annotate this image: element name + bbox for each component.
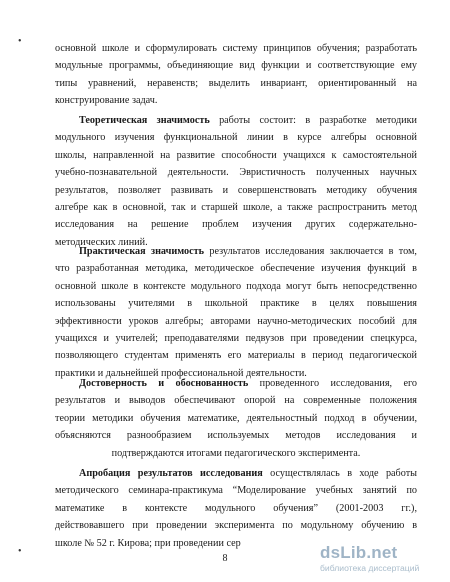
text-line	[55, 517, 417, 534]
text-line	[55, 482, 417, 499]
text-line	[55, 75, 417, 92]
line-text: методического семинара-практикума “Моделирование учебных занятий по	[55, 485, 417, 497]
line-text: позволяющего студентам применять его материалы в период педагогической	[55, 350, 417, 362]
line-text: математике в контексте модульного обучения” (2001-2003 гг.),	[55, 502, 417, 514]
text-line	[55, 92, 417, 109]
paragraph	[55, 375, 417, 462]
dslib-watermark[interactable]	[320, 544, 444, 578]
text-line	[55, 182, 417, 199]
bold-term: Теоретическая значимость	[79, 115, 210, 126]
text-line	[55, 199, 417, 216]
text-line	[55, 40, 417, 57]
bold-term: Апробация результатов исследования	[79, 468, 263, 479]
line-text: алгебре как в основной, так и старшей школе, а также распространить метод	[55, 202, 417, 214]
text-line	[55, 445, 417, 462]
paragraph	[55, 243, 417, 382]
line-text: модульного изучения функциональной линии в курсе алгебры основной	[55, 132, 417, 144]
line-text: проведенного исследования, его	[248, 378, 417, 389]
page-number: 8	[222, 553, 228, 564]
line-text: объясняются разнообразием используемых методов исследования и	[55, 430, 417, 442]
line-text: типы уравнений, неравенств; выделить инвариант, ориентированный на	[55, 77, 417, 89]
line-text: результатов, позволяет развивать и совершенствовать методику обучения	[55, 184, 417, 196]
line-text: использованы учителями в школьной практике в целях повышения	[55, 298, 417, 310]
line-text: эффективности уроков алгебры; авторами научно-методических пособий для	[55, 315, 417, 327]
margin-mark: •	[18, 36, 22, 47]
text-line	[55, 375, 417, 392]
line-text: осуществлялась в ходе работы	[262, 468, 417, 479]
line-text: модульные программы, объединяющие вид функции и соответствующие ему	[55, 60, 417, 72]
watermark-logo: dsLib.net	[320, 543, 398, 562]
line-text: основной школе и сформулировать систему принципов обучения; разработать	[55, 43, 417, 54]
line-text: действовавшего при проведении эксперимента по модульному обучению в	[55, 520, 417, 532]
line-text: практики и дальнейшей профессиональной деятельности.	[55, 367, 307, 379]
text-line	[55, 278, 417, 295]
text-line	[55, 147, 417, 164]
margin-mark: •	[18, 546, 22, 557]
text-line	[55, 392, 417, 409]
line-text: школе № 52 г. Кирова; при проведении сер	[55, 537, 241, 549]
line-text: основной школе в контексте модульного подхода могут быть непосредственно	[55, 280, 417, 292]
line-text: работы состоит: в разработке методики	[209, 115, 417, 126]
text-line	[55, 112, 417, 129]
watermark-subtitle: библиотека диссертаций	[320, 563, 420, 573]
text-line	[55, 295, 417, 312]
line-text: школы, направленной на развитие способности учащихся к самостоятельной	[55, 149, 417, 161]
text-line	[55, 465, 417, 482]
text-line	[55, 129, 417, 146]
line-text: что разработанная методика, методическое обеспечение изучения функций в	[55, 263, 417, 275]
paragraph	[55, 40, 417, 110]
bold-term: Достоверность и обоснованность	[79, 378, 249, 389]
paragraph	[55, 465, 417, 552]
line-text: результатов и выводов обеспечивают опорой на современные положения	[55, 395, 417, 407]
bold-term: Практическая значимость	[79, 246, 205, 257]
line-text: исследования на решение проблем изучения других содержательно-	[55, 219, 417, 231]
text-line	[55, 427, 417, 444]
text-line	[55, 347, 417, 364]
line-text: теории методики обучения математике, деятельностный подход в обучении,	[55, 412, 417, 424]
paragraph	[55, 112, 417, 251]
text-line	[55, 260, 417, 277]
line-text: учебно-познавательной деятельности. Эвристичность полученных научных	[55, 167, 417, 179]
text-line	[55, 243, 417, 260]
text-line	[55, 500, 417, 517]
text-line	[55, 164, 417, 181]
line-text: методических линий.	[55, 236, 148, 248]
line-text: конструирование задач.	[55, 95, 158, 107]
line-text: подтверждаются итогами педагогического эксперимента.	[111, 447, 361, 459]
text-line	[55, 410, 417, 427]
text-line	[55, 330, 417, 347]
line-text: результатов исследования заключается в том,	[204, 246, 417, 257]
line-text: учащихся и учителей; преподавателями педвузов при проведении спецкурса,	[55, 333, 417, 345]
text-line	[55, 57, 417, 74]
text-line	[55, 216, 417, 233]
text-line	[55, 313, 417, 330]
